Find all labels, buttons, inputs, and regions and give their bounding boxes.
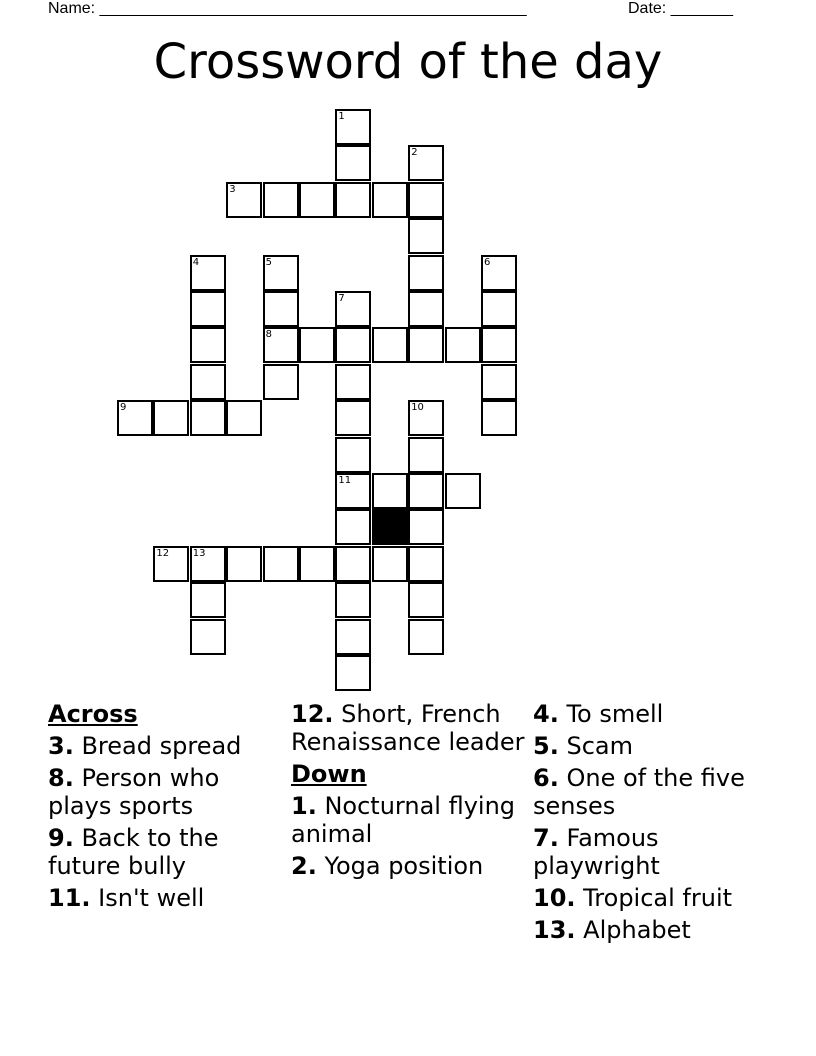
grid-cell[interactable]: [408, 619, 444, 655]
grid-cell[interactable]: [481, 400, 517, 436]
grid-cell[interactable]: [153, 400, 189, 436]
clue-across-12: [291, 700, 526, 756]
grid-cell[interactable]: [335, 582, 371, 618]
clue-down-1: [291, 792, 526, 848]
clue-text: Bread spread: [81, 732, 242, 760]
clue-number-label: 11: [338, 475, 352, 486]
clue-text: Alphabet: [583, 916, 691, 944]
clue-across-8: [48, 764, 283, 820]
grid-cell[interactable]: [226, 546, 262, 582]
black-square: [372, 509, 408, 545]
grid-cell[interactable]: [445, 327, 481, 363]
clue-number-label: 3: [229, 183, 236, 195]
grid-cell[interactable]: [263, 364, 299, 400]
clue-text: Famous playwright: [533, 824, 660, 880]
grid-cell[interactable]: [335, 473, 371, 509]
grid-cell[interactable]: [408, 255, 444, 291]
clue-number: 13.: [533, 916, 576, 944]
grid-cell[interactable]: [190, 582, 226, 618]
grid-cell[interactable]: [408, 582, 444, 618]
grid-cell[interactable]: [335, 655, 371, 691]
grid-cell[interactable]: [408, 145, 444, 181]
grid-cell[interactable]: [190, 619, 226, 655]
grid-cell[interactable]: [299, 327, 335, 363]
grid-cell[interactable]: [190, 291, 226, 327]
down-heading: Down: [291, 760, 367, 788]
grid-cell[interactable]: [190, 255, 226, 291]
grid-cell[interactable]: [335, 546, 371, 582]
clue-number: 3.: [48, 732, 74, 760]
grid-cell[interactable]: [372, 327, 408, 363]
clue-down-13: [533, 916, 768, 944]
clue-down-10: [533, 884, 768, 912]
clue-number-label: 1: [338, 111, 345, 122]
clue-number: 6.: [533, 764, 559, 792]
grid-cell[interactable]: [190, 327, 226, 363]
across-heading: Across: [48, 700, 138, 728]
grid-cell[interactable]: [117, 400, 153, 436]
grid-cell[interactable]: [372, 182, 408, 218]
clue-text: Person who plays sports: [48, 764, 220, 820]
clue-number: 12.: [291, 700, 334, 728]
grid-cell[interactable]: [190, 364, 226, 400]
grid-cell[interactable]: [408, 182, 444, 218]
clue-number: 9.: [48, 824, 74, 852]
grid-cell[interactable]: [372, 473, 408, 509]
clue-number-label: 6: [484, 256, 491, 268]
clue-column-1: [48, 700, 283, 916]
clue-text: Isn't well: [98, 884, 205, 912]
clue-number: 4.: [533, 700, 559, 728]
clue-down-2: [291, 852, 526, 880]
grid-cell[interactable]: [335, 509, 371, 545]
clue-number-label: 8: [265, 329, 272, 341]
grid-cell[interactable]: [335, 327, 371, 363]
page-title: Crossword of the day: [153, 34, 663, 90]
grid-cell[interactable]: [153, 546, 189, 582]
clue-number: 7.: [533, 824, 559, 852]
clue-number: 10.: [533, 884, 576, 912]
grid-cell[interactable]: [335, 619, 371, 655]
clue-number-label: 7: [338, 293, 345, 304]
grid-cell[interactable]: [190, 400, 226, 436]
clue-down-7: [533, 824, 768, 880]
clue-text: Nocturnal flying animal: [291, 792, 516, 848]
clue-number-label: 9: [120, 402, 127, 414]
clue-number-label: 2: [411, 147, 418, 159]
grid-cell[interactable]: [408, 291, 444, 327]
clue-across-9: [48, 824, 283, 880]
grid-cell[interactable]: [263, 546, 299, 582]
grid-cell[interactable]: [263, 327, 299, 363]
grid-cell[interactable]: [335, 182, 371, 218]
clue-number: 1.: [291, 792, 317, 820]
clue-number: 5.: [533, 732, 559, 760]
clue-number-label: 13: [192, 547, 206, 559]
grid-cell[interactable]: [226, 400, 262, 436]
clue-text: Yoga position: [324, 852, 484, 880]
grid-cell[interactable]: [481, 364, 517, 400]
clue-text: One of the five senses: [533, 764, 745, 820]
clue-column-2: [291, 700, 526, 884]
grid-cell[interactable]: [408, 473, 444, 509]
grid-cell[interactable]: [408, 400, 444, 436]
clue-text: To smell: [566, 700, 664, 728]
clue-number-label: 10: [411, 402, 424, 414]
grid-cell[interactable]: [335, 291, 371, 327]
grid-cell[interactable]: [481, 255, 517, 291]
grid-cell[interactable]: [408, 546, 444, 582]
clue-number: 2.: [291, 852, 317, 880]
grid-cell[interactable]: [190, 546, 226, 582]
grid-cell[interactable]: [408, 327, 444, 363]
grid-cell[interactable]: [372, 546, 408, 582]
clue-across-3: [48, 732, 283, 760]
grid-cell[interactable]: [481, 327, 517, 363]
clue-number-label: 12: [156, 547, 170, 559]
grid-cell[interactable]: [299, 182, 335, 218]
grid-cell[interactable]: [335, 400, 371, 436]
grid-cell[interactable]: [408, 218, 444, 254]
grid-cell[interactable]: [263, 182, 299, 218]
grid-cell[interactable]: [408, 509, 444, 545]
grid-cell[interactable]: [335, 109, 371, 145]
clue-across-11: [48, 884, 283, 912]
clue-down-6: [533, 764, 768, 820]
clue-text: Tropical fruit: [583, 884, 733, 912]
clue-column-3: [533, 700, 768, 948]
grid-cell[interactable]: [263, 291, 299, 327]
grid-cell[interactable]: [335, 437, 371, 473]
grid-cell[interactable]: [299, 546, 335, 582]
clue-number: 8.: [48, 764, 74, 792]
clue-number-label: 4: [192, 256, 200, 268]
grid-cell[interactable]: [408, 437, 444, 473]
grid-cell[interactable]: [481, 291, 517, 327]
clue-text: Short, French Renaissance leader: [291, 700, 525, 756]
grid-cell[interactable]: [335, 364, 371, 400]
grid-cell[interactable]: [445, 473, 481, 509]
clue-number-label: 5: [265, 256, 272, 268]
grid-cell[interactable]: [226, 182, 262, 218]
clue-text: Back to the future bully: [48, 824, 219, 880]
clue-down-5: [533, 732, 768, 760]
clue-number: 11.: [48, 884, 91, 912]
grid-cell[interactable]: [263, 255, 299, 291]
grid-cell[interactable]: [335, 145, 371, 181]
date-field-label: Date: _______: [628, 0, 733, 17]
clue-down-4: [533, 700, 768, 728]
clue-text: Scam: [566, 732, 633, 760]
name-field-label: Name: ________________________________________________: [48, 0, 527, 17]
